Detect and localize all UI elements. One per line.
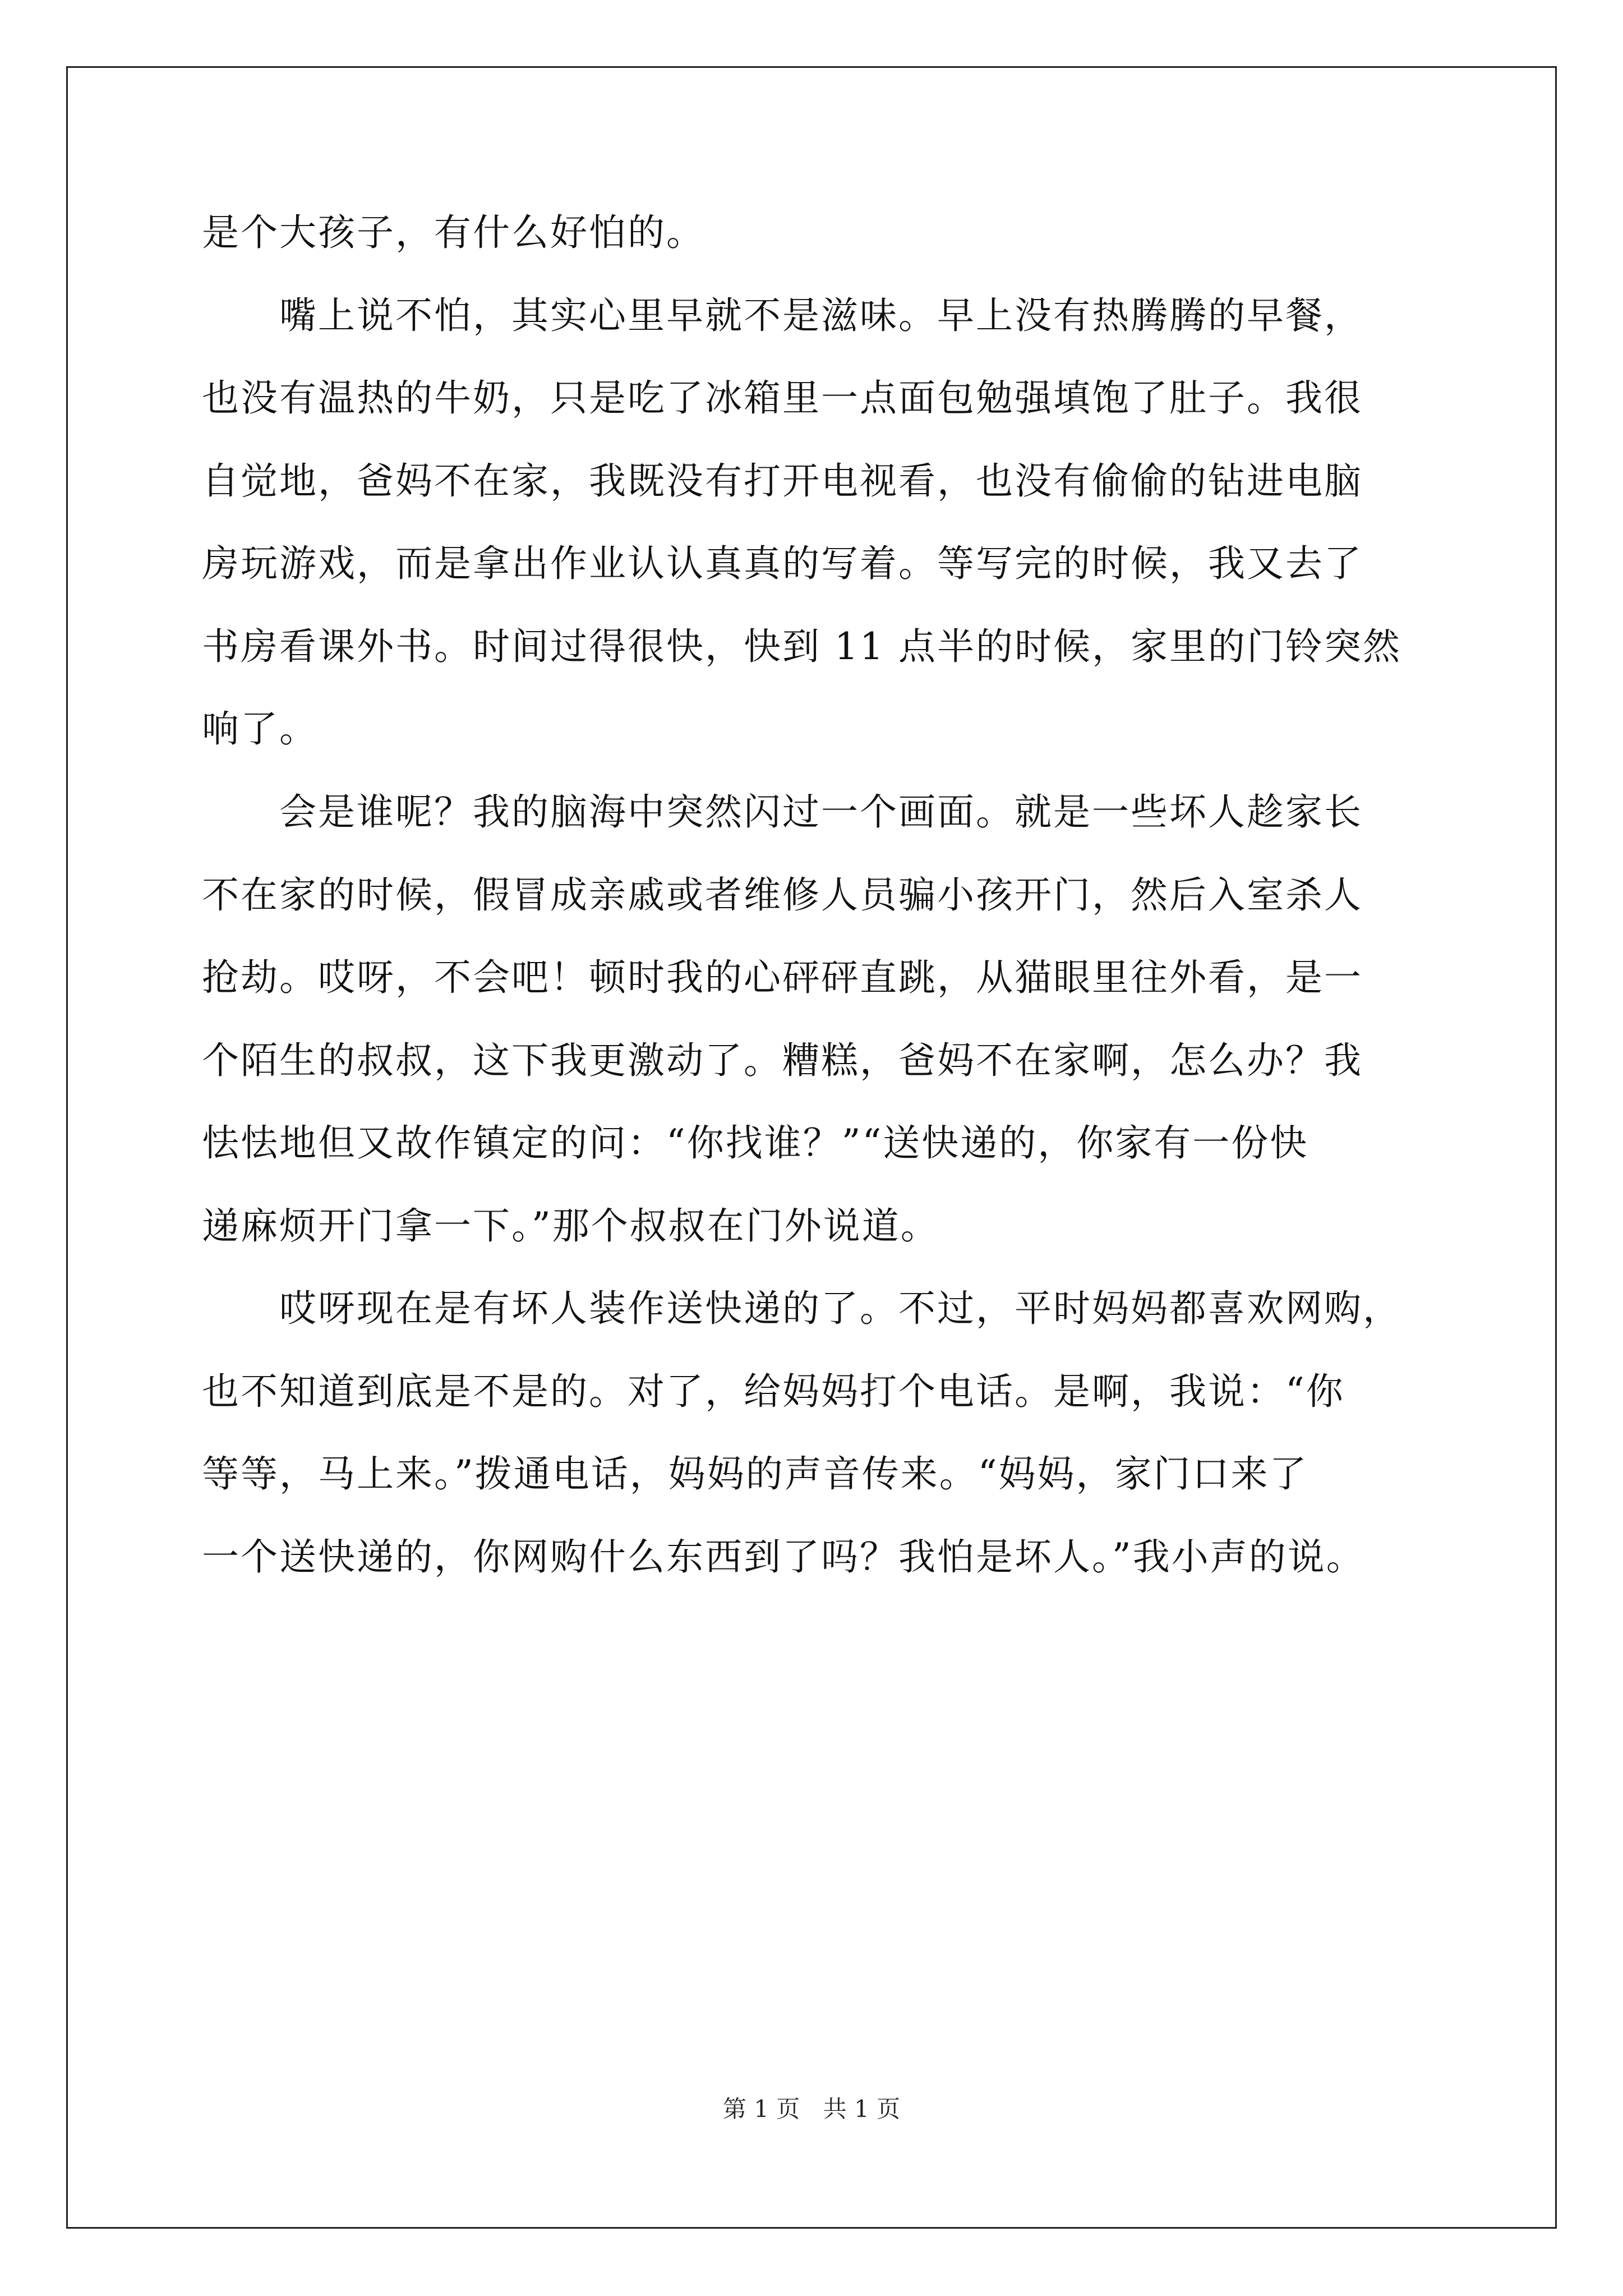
text-line: 会是谁呢？我的脑海中突然闪过一个画面。就是一些坏人趁家长 — [202, 790, 1363, 834]
text-line: 书房看课外书。时间过得很快，快到 11 点半的时候，家里的门铃突然 — [202, 625, 1401, 668]
text-line: 也没有温热的牛奶，只是吃了冰箱里一点面包勉强填饱了肚子。我很 — [202, 376, 1363, 420]
text-line: 嘴上说不怕，其实心里早就不是滋味。早上没有热腾腾的早餐， — [202, 294, 1363, 337]
text-line: 递麻烦开门拿一下。”那个叔叔在门外说道。 — [202, 1204, 939, 1248]
text-line: 一个送快递的，你网购什么东西到了吗？我怕是坏人。”我小声的说。 — [202, 1535, 1365, 1579]
text-line: 也不知道到底是不是的。对了，给妈妈打个电话。是啊，我说：“你 — [202, 1370, 1345, 1413]
text-line: 响了。 — [202, 707, 318, 751]
text-line: 不在家的时候，假冒成亲戚或者维修人员骗小孩开门，然后入室杀人 — [202, 873, 1363, 917]
text-line: 抢劫。哎呀，不会吧！顿时我的心砰砰直跳，从猫眼里往外看，是一 — [202, 956, 1363, 999]
text-line: 个陌生的叔叔，这下我更激动了。糟糕，爸妈不在家啊，怎么办？我 — [202, 1039, 1363, 1082]
page-footer — [0, 2092, 1623, 2126]
text-line: 房玩游戏，而是拿出作业认认真真的写着。等写完的时候，我又去了 — [202, 542, 1363, 585]
page-total: 共 1 页 — [823, 2095, 901, 2123]
text-line: 是个大孩子，有什么好怕的。 — [202, 211, 705, 254]
page-number: 第 1 页 — [722, 2095, 800, 2123]
text-line: 怯怯地但又故作镇定的问：“你找谁？”“送快递的，你家有一份快 — [202, 1121, 1309, 1165]
text-line: 哎呀现在是有坏人装作送快递的了。不过，平时妈妈都喜欢网购， — [202, 1287, 1401, 1330]
text-line: 自觉地，爸妈不在家，我既没有打开电视看，也没有偷偷的钻进电脑 — [202, 459, 1363, 503]
text-line: 等等，马上来。”拨通电话，妈妈的声音传来。“妈妈，家门口来了 — [202, 1452, 1308, 1496]
